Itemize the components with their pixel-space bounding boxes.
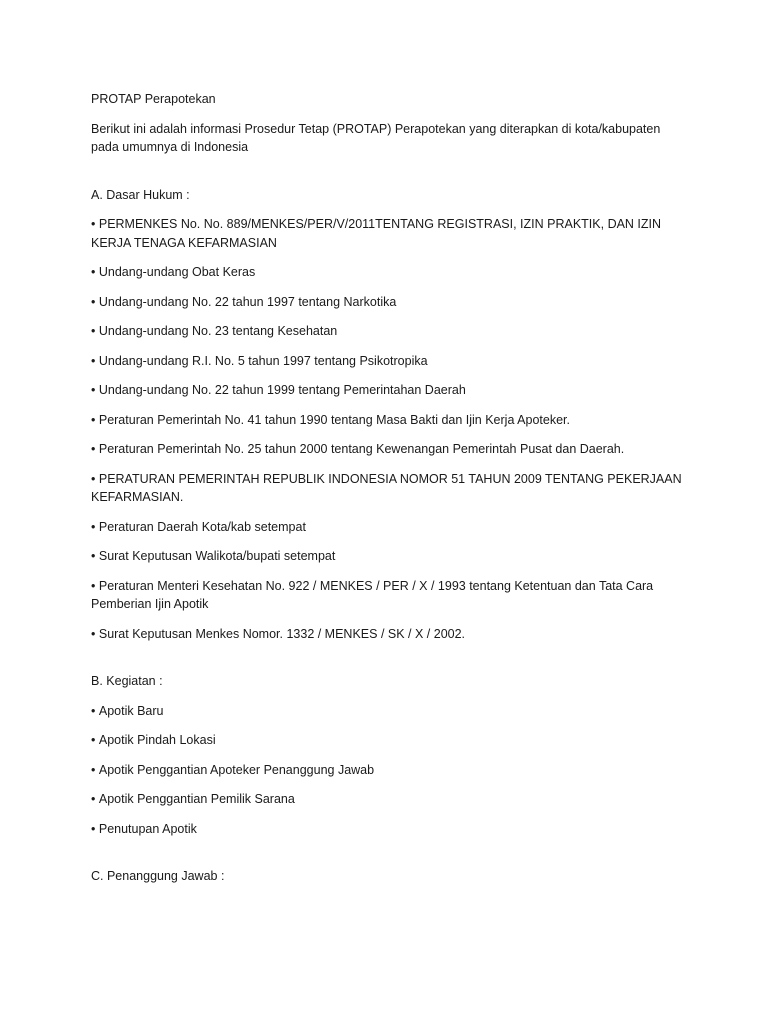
list-item: • Undang-undang No. 22 tahun 1999 tentang Pemerintahan Daerah (91, 381, 691, 400)
section-b-list (91, 702, 691, 839)
list-item: • Penutupan Apotik (91, 820, 691, 839)
list-item: • Peraturan Pemerintah No. 41 tahun 1990 tentang Masa Bakti dan Ijin Kerja Apoteker. (91, 411, 691, 430)
list-item: • Surat Keputusan Menkes Nomor. 1332 / MENKES / SK / X / 2002. (91, 625, 691, 644)
document-title: PROTAP Perapotekan (91, 92, 216, 106)
list-item: • Peraturan Pemerintah No. 25 tahun 2000 tentang Kewenangan Pemerintah Pusat dan Daerah. (91, 440, 691, 459)
section-a-heading: A. Dasar Hukum : (91, 187, 190, 202)
intro-paragraph: Berikut ini adalah informasi Prosedur Tetap (PROTAP) Perapotekan yang diterapkan di kota/kabupaten pada umumnya di Indonesia (91, 121, 661, 154)
section-a-list (91, 215, 691, 643)
document-page (91, 90, 691, 886)
list-item: • Undang-undang Obat Keras (91, 263, 691, 282)
list-item: • Surat Keputusan Walikota/bupati setempat (91, 547, 691, 566)
section-b-heading: B. Kegiatan : (91, 674, 163, 688)
list-item: • Peraturan Daerah Kota/kab setempat (91, 518, 691, 537)
list-item: • PERATURAN PEMERINTAH REPUBLIK INDONESIA NOMOR 51 TAHUN 2009 TENTANG PEKERJAAN KEFARMASIAN. (91, 470, 691, 507)
list-item: • Peraturan Menteri Kesehatan No. 922 / MENKES / PER / X / 1993 tentang Ketentuan dan Tata Cara Pemberian Ijin Apotik (91, 577, 691, 614)
list-item: • Apotik Penggantian Pemilik Sarana (91, 790, 691, 809)
list-item: • Undang-undang No. 22 tahun 1997 tentang Narkotika (91, 293, 691, 312)
list-item: • PERMENKES No. No. 889/MENKES/PER/V/2011TENTANG REGISTRASI, IZIN PRAKTIK, DAN IZIN KERJA TENAGA KEFARMASIAN (91, 215, 691, 252)
list-item: • Undang-undang R.I. No. 5 tahun 1997 tentang Psikotropika (91, 352, 691, 371)
section-c-heading: C. Penanggung Jawab : (91, 869, 225, 883)
list-item: • Apotik Pindah Lokasi (91, 731, 691, 750)
list-item: • Apotik Penggantian Apoteker Penanggung Jawab (91, 761, 691, 780)
list-item: • Undang-undang No. 23 tentang Kesehatan (91, 322, 691, 341)
list-item: • Apotik Baru (91, 702, 691, 721)
